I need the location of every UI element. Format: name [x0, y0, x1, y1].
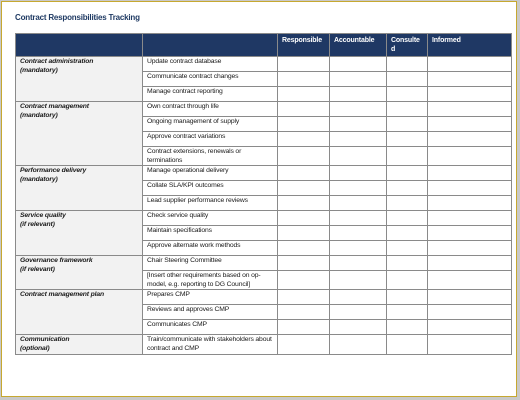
- informed-cell[interactable]: [428, 117, 512, 132]
- responsible-cell[interactable]: [278, 256, 330, 271]
- section-cell: [16, 211, 143, 256]
- task-cell: Reviews and approves CMP: [143, 305, 278, 320]
- informed-cell[interactable]: [428, 256, 512, 271]
- table-row: [16, 102, 512, 117]
- table-row: [16, 335, 512, 354]
- accountable-cell[interactable]: [330, 335, 387, 354]
- task-cell: Approve alternate work methods: [143, 241, 278, 256]
- consulted-cell[interactable]: [387, 226, 428, 241]
- informed-cell[interactable]: [428, 72, 512, 87]
- responsible-cell[interactable]: [278, 196, 330, 211]
- section-name: Governance framework: [20, 257, 93, 265]
- task-cell: Approve contract variations: [143, 132, 278, 147]
- header-consulted: Consulted: [387, 34, 428, 57]
- consulted-cell[interactable]: [387, 196, 428, 211]
- responsible-cell[interactable]: [278, 166, 330, 181]
- responsible-cell[interactable]: [278, 87, 330, 102]
- accountable-cell[interactable]: [330, 196, 387, 211]
- responsible-cell[interactable]: [278, 226, 330, 241]
- informed-cell[interactable]: [428, 147, 512, 166]
- accountable-cell[interactable]: [330, 147, 387, 166]
- consulted-cell[interactable]: [387, 181, 428, 196]
- task-cell: Maintain specifications: [143, 226, 278, 241]
- table-row: [16, 256, 512, 271]
- accountable-cell[interactable]: [330, 87, 387, 102]
- header-task: [143, 34, 278, 57]
- informed-cell[interactable]: [428, 87, 512, 102]
- table-row: [16, 57, 512, 72]
- section-qualifier: (mandatory): [20, 111, 58, 119]
- consulted-cell[interactable]: [387, 102, 428, 117]
- accountable-cell[interactable]: [330, 256, 387, 271]
- consulted-cell[interactable]: [387, 320, 428, 335]
- section-qualifier: (if relevant): [20, 265, 55, 273]
- responsible-cell[interactable]: [278, 72, 330, 87]
- section-name: Service quality: [20, 212, 66, 220]
- informed-cell[interactable]: [428, 226, 512, 241]
- informed-cell[interactable]: [428, 196, 512, 211]
- informed-cell[interactable]: [428, 102, 512, 117]
- consulted-cell[interactable]: [387, 87, 428, 102]
- responsible-cell[interactable]: [278, 181, 330, 196]
- section-name: Contract management: [20, 103, 89, 110]
- responsible-cell[interactable]: [278, 320, 330, 335]
- informed-cell[interactable]: [428, 290, 512, 305]
- informed-cell[interactable]: [428, 166, 512, 181]
- section-cell: [16, 290, 143, 335]
- section-cell: [16, 57, 143, 102]
- task-cell: Communicate contract changes: [143, 72, 278, 87]
- informed-cell[interactable]: [428, 181, 512, 196]
- section-cell: [16, 256, 143, 290]
- section-name: Contract administration: [20, 58, 94, 65]
- section-qualifier: (optional): [20, 344, 50, 352]
- task-cell: Lead supplier performance reviews: [143, 196, 278, 211]
- responsible-cell[interactable]: [278, 147, 330, 166]
- header-responsible: Responsible: [278, 34, 330, 57]
- section-qualifier: (mandatory): [20, 175, 58, 183]
- table-header-row: [16, 34, 512, 57]
- header-section: [16, 34, 143, 57]
- task-cell: Collate SLA/KPI outcomes: [143, 181, 278, 196]
- informed-cell[interactable]: [428, 320, 512, 335]
- section-cell: [16, 102, 143, 166]
- section-cell: [16, 166, 143, 211]
- informed-cell[interactable]: [428, 271, 512, 290]
- accountable-cell[interactable]: [330, 102, 387, 117]
- table-row: [16, 166, 512, 181]
- responsible-cell[interactable]: [278, 211, 330, 226]
- document-title: Contract Responsibilities Tracking: [15, 13, 140, 22]
- section-qualifier: (if relevant): [20, 220, 55, 228]
- task-cell: Communicates CMP: [143, 320, 278, 335]
- accountable-cell[interactable]: [330, 57, 387, 72]
- informed-cell[interactable]: [428, 335, 512, 354]
- consulted-cell[interactable]: [387, 290, 428, 305]
- informed-cell[interactable]: [428, 305, 512, 320]
- accountable-cell[interactable]: [330, 181, 387, 196]
- consulted-cell[interactable]: [387, 241, 428, 256]
- consulted-cell[interactable]: [387, 335, 428, 354]
- task-cell: Manage operational delivery: [143, 166, 278, 181]
- consulted-cell[interactable]: [387, 57, 428, 72]
- section-name: Contract management plan: [20, 291, 105, 299]
- task-cell: Chair Steering Committee: [143, 256, 278, 271]
- section-name: Performance delivery: [20, 167, 87, 175]
- task-cell: Prepares CMP: [143, 290, 278, 305]
- task-cell: Check service quality: [143, 211, 278, 226]
- section-cell: [16, 335, 143, 354]
- consulted-cell[interactable]: [387, 211, 428, 226]
- consulted-cell[interactable]: [387, 271, 428, 290]
- task-cell: [Insert other requirements based on op-model, e.g. reporting to DG Council]: [143, 271, 278, 290]
- accountable-cell[interactable]: [330, 271, 387, 290]
- responsibilities-table: [15, 33, 512, 355]
- task-cell: Ongoing management of supply: [143, 117, 278, 132]
- responsible-cell[interactable]: [278, 305, 330, 320]
- document-page: [1, 1, 517, 397]
- section-qualifier: (mandatory): [20, 66, 58, 74]
- task-cell: Train/communicate with stakeholders about contract and CMP: [143, 335, 278, 354]
- consulted-cell[interactable]: [387, 147, 428, 166]
- table-row: [16, 290, 512, 305]
- table-row: [16, 211, 512, 226]
- consulted-cell[interactable]: [387, 72, 428, 87]
- consulted-cell[interactable]: [387, 166, 428, 181]
- accountable-cell[interactable]: [330, 320, 387, 335]
- responsible-cell[interactable]: [278, 241, 330, 256]
- informed-cell[interactable]: [428, 57, 512, 72]
- informed-cell[interactable]: [428, 211, 512, 226]
- consulted-cell[interactable]: [387, 132, 428, 147]
- accountable-cell[interactable]: [330, 290, 387, 305]
- consulted-cell[interactable]: [387, 256, 428, 271]
- responsible-cell[interactable]: [278, 335, 330, 354]
- responsible-cell[interactable]: [278, 132, 330, 147]
- responsible-cell[interactable]: [278, 57, 330, 72]
- consulted-cell[interactable]: [387, 117, 428, 132]
- task-cell: Contract extensions, renewals or terminations: [143, 147, 278, 166]
- accountable-cell[interactable]: [330, 305, 387, 320]
- task-cell: Manage contract reporting: [143, 87, 278, 102]
- accountable-cell[interactable]: [330, 72, 387, 87]
- accountable-cell[interactable]: [330, 226, 387, 241]
- responsible-cell[interactable]: [278, 102, 330, 117]
- section-name: Communication: [20, 336, 70, 344]
- accountable-cell[interactable]: [330, 241, 387, 256]
- consulted-cell[interactable]: [387, 305, 428, 320]
- accountable-cell[interactable]: [330, 166, 387, 181]
- informed-cell[interactable]: [428, 241, 512, 256]
- header-accountable: Accountable: [330, 34, 387, 57]
- informed-cell[interactable]: [428, 132, 512, 147]
- task-cell: Own contract through life: [143, 102, 278, 117]
- accountable-cell[interactable]: [330, 132, 387, 147]
- task-cell: Update contract database: [143, 57, 278, 72]
- responsible-cell[interactable]: [278, 290, 330, 305]
- accountable-cell[interactable]: [330, 117, 387, 132]
- responsible-cell[interactable]: [278, 117, 330, 132]
- accountable-cell[interactable]: [330, 211, 387, 226]
- responsible-cell[interactable]: [278, 271, 330, 290]
- header-informed: Informed: [428, 34, 512, 57]
